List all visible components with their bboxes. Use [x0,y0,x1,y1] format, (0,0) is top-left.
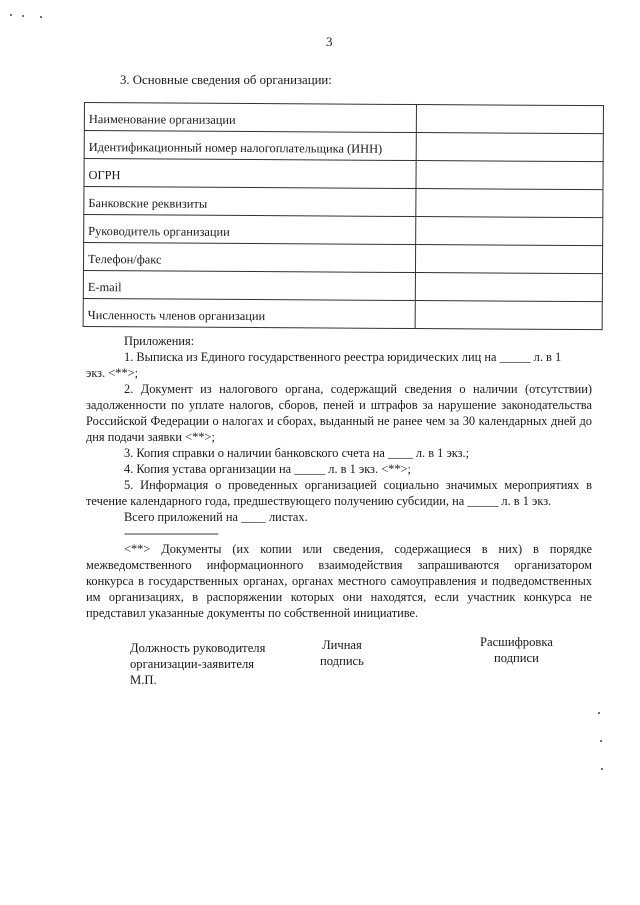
attachment-item-1: 1. Выписка из Единого государственного реестра юридических лиц на _____ л. в 1 [124,350,562,364]
attachments-section [86,333,592,621]
attachment-item-5: 5. Информация о проведенных организацией социально значимых мероприятиях в течение календарного года, предшествующего получению субсидии, на _____ л. в 1 экз. [86,478,592,508]
table-row [83,298,602,329]
table-row [83,270,602,301]
row-value-phone[interactable] [415,245,602,274]
scan-speck [601,768,603,770]
row-value-members[interactable] [415,301,602,330]
table-row [84,187,603,218]
attachments-total: Всего приложений на ____ листах. [124,510,308,524]
row-label-ogrn: ОГРН [84,159,416,189]
row-label-head: Руководитель организации [84,215,416,245]
scan-speck [600,740,602,742]
table-row [84,131,603,162]
organization-info-table [83,102,604,330]
scan-speck [40,16,42,18]
decode-line-1: Расшифровка [480,635,553,649]
row-label-bank: Банковские реквизиты [84,187,416,217]
attachment-item-1-cont: экз. <**>; [86,366,139,380]
section-title: 3. Основные сведения об организации: [120,73,332,87]
decode-line-2: подписи [493,651,539,665]
row-value-name[interactable] [416,105,603,134]
table-row [84,215,603,246]
table-row [83,243,602,274]
scan-speck [10,14,12,16]
row-label-members: Численность членов организации [83,298,415,328]
table-row [84,103,603,134]
attachment-item-4: 4. Копия устава организации на _____ л. в 1 экз. <**>; [124,462,411,476]
signature-block [0,634,640,694]
row-value-email[interactable] [415,273,602,302]
footnote-separator: ------------------------------ [124,526,218,540]
sign-line-2: подпись [320,654,364,668]
signature-personal [320,637,364,669]
attachment-item-2: 2. Документ из налогового органа, содержащий сведения о наличии (отсутствии) задолженности по уплате налогов, сборов, пеней и штрафов за нарушение законодательства Российской Федерации о налогах и сборах, выданный не ранее чем за 30 календарных дней до дня подачи заявки <**>; [86,382,592,444]
sign-line-1: Личная [322,638,362,652]
scan-speck [22,15,24,17]
attachments-heading: Приложения: [124,334,195,348]
signature-decode [480,634,553,666]
signature-position [130,640,265,688]
page-number: 3 [326,34,333,49]
position-line-2: организации-заявителя [130,657,255,671]
row-label-name: Наименование организации [84,103,416,133]
row-label-email: E-mail [83,270,415,300]
attachment-item-3: 3. Копия справки о наличии банковского счета на ____ л. в 1 экз.; [124,446,470,460]
table-row [84,159,603,190]
seal-label: М.П. [130,673,157,687]
position-line-1: Должность руководителя [130,641,266,655]
scan-speck [598,712,600,714]
row-value-ogrn[interactable] [416,161,603,190]
row-value-inn[interactable] [416,133,603,162]
row-value-head[interactable] [416,217,603,246]
footnote: <**> Документы (их копии или сведения, содержащиеся в них) в порядке межведомственного информационного взаимодействия запрашиваются организатором конкурса в государственных органах, органах местного самоуправления и подведомственных им организациях, в распоряжении которых они находятся, если участник конкурса не представил указанные документы по собственной инициативе. [86,542,592,620]
row-value-bank[interactable] [416,189,603,218]
row-label-phone: Телефон/факс [83,243,415,273]
row-label-inn: Идентификационный номер налогоплательщика (ИНН) [84,131,416,161]
